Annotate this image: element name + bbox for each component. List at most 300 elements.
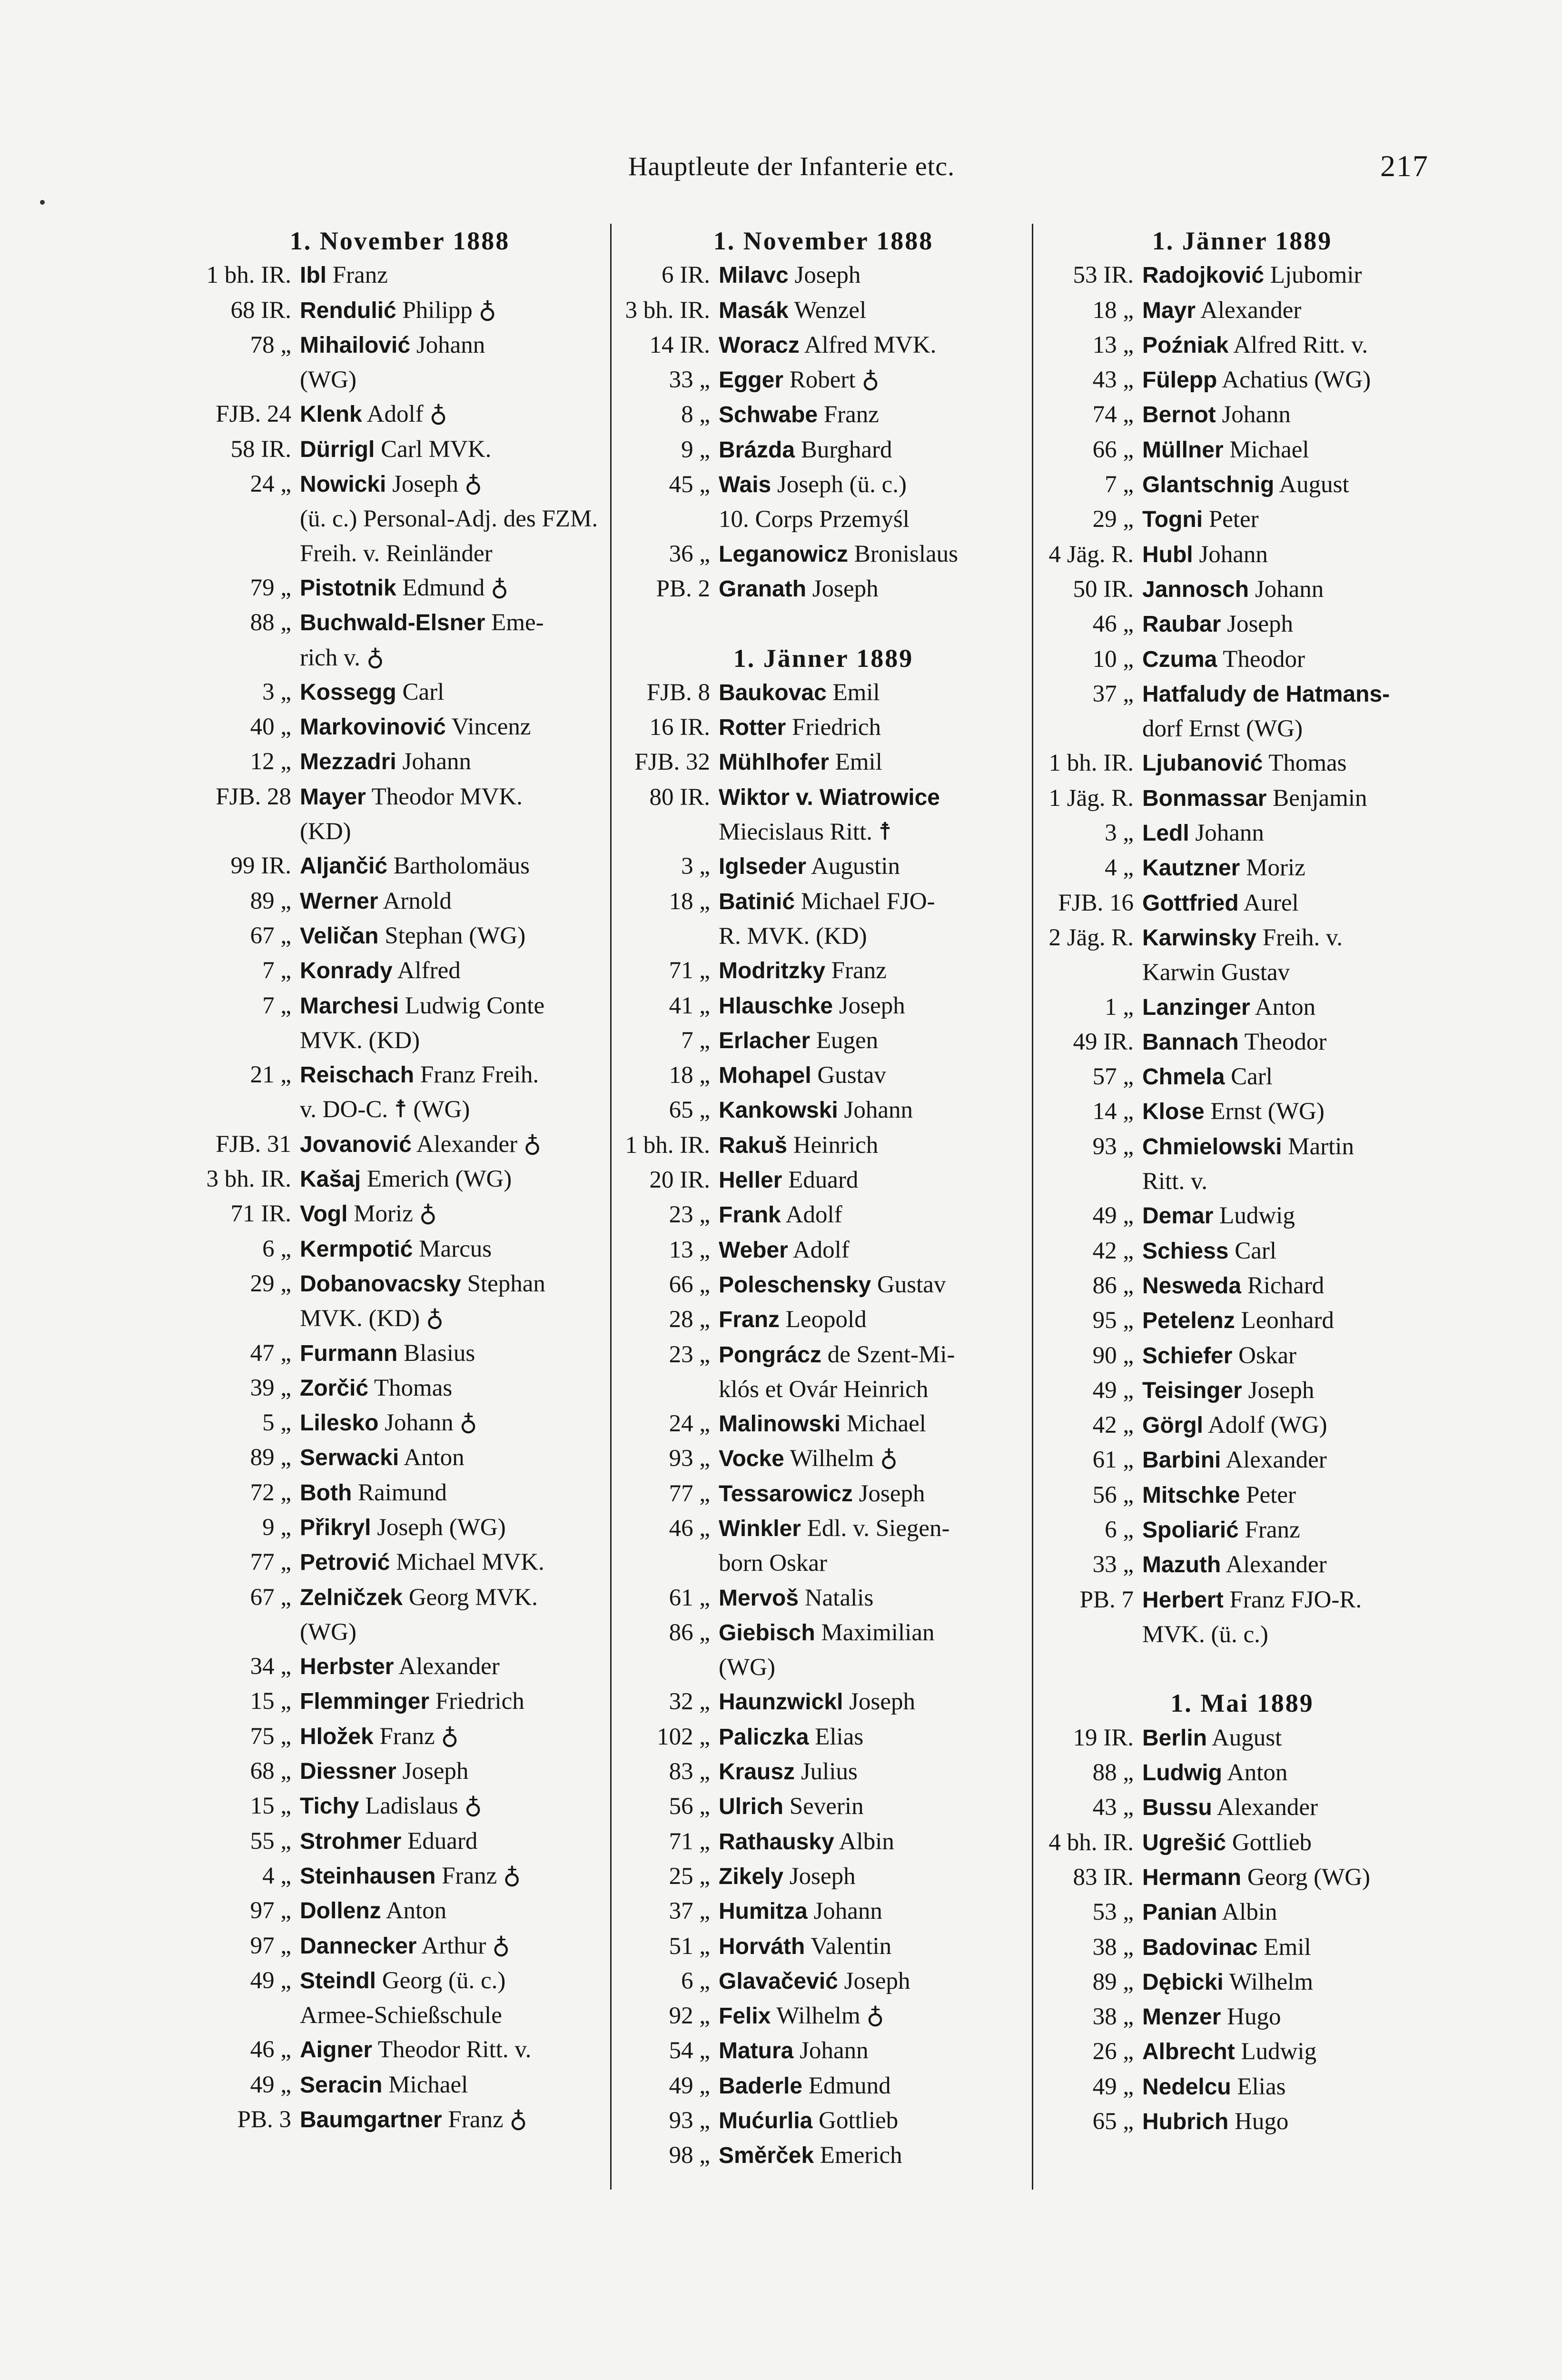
roster-entry — [1042, 293, 1442, 328]
entry-text — [300, 953, 600, 988]
surname: Konrady — [300, 958, 393, 984]
entry-text — [1142, 1303, 1442, 1338]
unit-number: 75 „ — [250, 1723, 291, 1750]
given-name: Alexander — [1226, 1447, 1327, 1474]
given-name: Joseph — [789, 1863, 856, 1890]
entry-text — [719, 1023, 1028, 1058]
roster-entry — [1042, 746, 1442, 781]
entry-text — [719, 258, 1028, 293]
given-name: Robert ♁ — [789, 367, 880, 394]
roster-entry — [200, 1649, 600, 1684]
given-name: Stephan — [467, 1270, 545, 1297]
surname: Erlacher — [719, 1028, 811, 1053]
entry-text — [300, 328, 600, 397]
roster-entry — [1042, 2104, 1442, 2139]
entry-text — [1142, 433, 1442, 467]
roster-entry — [200, 571, 600, 605]
entry-text — [719, 849, 1028, 884]
unit-number: 89 „ — [1092, 1968, 1134, 1995]
entry-text — [1142, 1825, 1442, 1860]
unit-number: 23 „ — [669, 1341, 710, 1368]
given-name: Maximilian — [821, 1619, 935, 1646]
entry-text — [300, 1406, 600, 1440]
unit-number: 15 „ — [250, 1688, 291, 1715]
surname: Zikely — [719, 1864, 784, 1889]
roster-entry — [1042, 1513, 1442, 1547]
entry-text — [1142, 746, 1442, 781]
entry-text — [719, 1511, 1028, 1581]
unit-number: 49 IR. — [1073, 1028, 1134, 1055]
unit-number: 29 „ — [1092, 506, 1134, 533]
surname: Berlin — [1142, 1725, 1207, 1751]
surname: Rakuš — [719, 1132, 788, 1158]
roster-entry — [200, 1336, 600, 1371]
unit-number: 45 „ — [669, 471, 710, 498]
given-name: Alexander — [1200, 297, 1302, 324]
given-name: Arthur ♁ — [421, 1932, 510, 1959]
surname: Reischach — [300, 1062, 415, 1088]
surname: Mervoš — [719, 1585, 799, 1611]
given-name: Johann — [416, 331, 485, 358]
given-name: Joseph — [794, 262, 861, 289]
given-name: Severin — [789, 1793, 864, 1820]
roster-entry — [200, 849, 600, 883]
roster-entry — [200, 1476, 600, 1510]
roster-entry — [619, 849, 1028, 884]
given-name: Alexander — [1216, 1794, 1318, 1821]
given-name: Alexander — [1226, 1551, 1327, 1578]
entry-text — [719, 710, 1028, 745]
surname: Dürrigl — [300, 436, 375, 462]
roster-entry — [200, 1964, 600, 2033]
entry-text — [300, 1197, 600, 1231]
roster-entry — [1042, 1860, 1442, 1895]
entry-text — [719, 1198, 1028, 1232]
surname: Hubl — [1142, 542, 1193, 567]
unit-number: PB. 3 — [237, 2106, 291, 2133]
entry-continuation: (WG) — [719, 1654, 775, 1681]
surname: Albrecht — [1142, 2039, 1235, 2065]
entry-text — [719, 1338, 1028, 1407]
roster-entry — [619, 1233, 1028, 1268]
unit-number: 49 „ — [1092, 1202, 1134, 1230]
surname: Egger — [719, 367, 784, 393]
given-name: Ernst (WG) — [1210, 1098, 1325, 1125]
entry-text — [300, 1440, 600, 1475]
surname: Fülepp — [1142, 367, 1217, 393]
unit-number: 71 „ — [669, 957, 710, 984]
given-name: Anton — [1226, 1759, 1288, 1786]
given-name: Joseph (ü. c.) — [777, 471, 907, 498]
roster-entry — [619, 1477, 1028, 1511]
given-name: Gottlieb — [1232, 1829, 1312, 1856]
given-name: Natalis — [804, 1584, 874, 1611]
unit-number: 24 „ — [250, 471, 291, 498]
entry-text — [719, 745, 1028, 780]
entry-text — [1142, 1443, 1442, 1478]
unit-number: 19 IR. — [1073, 1724, 1134, 1751]
unit-number: 65 „ — [1092, 2108, 1134, 2135]
entry-text — [300, 1476, 600, 1510]
given-name: Edmund — [808, 2072, 891, 2099]
roster-entry — [1042, 467, 1442, 502]
entry-text — [300, 571, 600, 605]
unit-number: 71 IR. — [230, 1200, 291, 1228]
given-name: Eduard — [407, 1827, 478, 1854]
entry-text — [719, 1128, 1028, 1163]
given-name: Franz ♁ — [379, 1723, 459, 1750]
entry-text — [300, 1929, 600, 1964]
surname: Herbster — [300, 1654, 394, 1680]
given-name: Emerich — [820, 2142, 902, 2169]
page-header — [0, 151, 1562, 194]
surname: Baumgartner — [300, 2107, 442, 2133]
unit-number: 79 „ — [250, 574, 291, 601]
unit-number: 29 „ — [250, 1270, 291, 1297]
given-name: Bronislaus — [854, 540, 958, 567]
unit-number: 53 „ — [1092, 1899, 1134, 1926]
unit-number: 24 „ — [669, 1410, 710, 1438]
surname: Seracin — [300, 2072, 383, 2098]
surname: Ludwig — [1142, 1760, 1222, 1786]
surname: Flemminger — [300, 1689, 430, 1715]
entry-text — [719, 1268, 1028, 1302]
surname: Schwabe — [719, 402, 818, 428]
column-3 — [1042, 224, 1442, 2190]
entry-text — [300, 1162, 600, 1197]
given-name: Theodor Ritt. v. — [377, 2036, 532, 2063]
given-name: Thomas — [374, 1374, 453, 1401]
roster-entry — [619, 710, 1028, 745]
given-name: Albin — [839, 1828, 894, 1855]
given-name: Hugo — [1227, 2003, 1281, 2031]
surname: Bonmassar — [1142, 785, 1267, 811]
entry-text — [1142, 2070, 1442, 2104]
unit-number: FJB. 31 — [216, 1130, 291, 1158]
surname: Nesweda — [1142, 1273, 1242, 1299]
unit-number: 38 „ — [1092, 2003, 1134, 2031]
entry-continuation: Ritt. v. — [1142, 1168, 1207, 1195]
given-name: Freih. v. — [1262, 924, 1343, 951]
roster-entry — [1042, 921, 1442, 990]
given-name: Eme- — [491, 609, 544, 636]
unit-number: 56 „ — [1092, 1481, 1134, 1508]
roster-entry — [619, 433, 1028, 467]
roster-entry — [1042, 990, 1442, 1025]
surname: Ljubanović — [1142, 751, 1263, 776]
roster-entry — [619, 1964, 1028, 1999]
surname: Marchesi — [300, 993, 399, 1019]
surname: Brázda — [719, 437, 795, 463]
entry-text — [300, 1789, 600, 1824]
roster-entry — [1042, 1025, 1442, 1060]
unit-number: 9 „ — [681, 436, 710, 463]
entry-text — [719, 433, 1028, 467]
unit-number: 93 „ — [669, 2107, 710, 2134]
unit-number: 7 „ — [681, 1027, 710, 1054]
roster-entry — [1042, 1408, 1442, 1443]
entry-text — [719, 1407, 1028, 1441]
surname: Batinić — [719, 889, 795, 914]
unit-number: FJB. 32 — [634, 749, 710, 776]
roster-entry — [200, 605, 600, 675]
roster-entry — [200, 1162, 600, 1197]
roster-entry — [200, 953, 600, 988]
given-name: August — [1211, 1724, 1282, 1751]
surname: Both — [300, 1480, 352, 1506]
unit-number: 18 „ — [669, 888, 710, 915]
entry-text — [300, 397, 600, 432]
roster-entry — [1042, 1547, 1442, 1582]
surname: Haunzwickl — [719, 1689, 843, 1715]
given-name: Oskar — [1238, 1342, 1296, 1369]
surname: Herbert — [1142, 1587, 1224, 1613]
unit-number: 55 „ — [250, 1827, 291, 1854]
surname: Görgl — [1142, 1413, 1203, 1438]
given-name: Carl — [1235, 1237, 1277, 1264]
given-name: Joseph ♁ — [392, 471, 482, 498]
entry-text — [1142, 258, 1442, 293]
column-2 — [619, 224, 1028, 2190]
surname: Panian — [1142, 1900, 1217, 1925]
unit-number: 41 „ — [669, 992, 710, 1019]
entry-text — [1142, 851, 1442, 885]
roster-entry — [1042, 2034, 1442, 2069]
roster-entry — [1042, 642, 1442, 677]
surname: Mayer — [300, 784, 366, 810]
surname: Mezzadri — [300, 749, 396, 775]
entry-text — [300, 1894, 600, 1928]
roster-entry — [200, 1719, 600, 1754]
entry-text — [300, 1545, 600, 1580]
unit-number: 13 „ — [1092, 331, 1134, 358]
roster-entry — [619, 1685, 1028, 1719]
roster-entry — [619, 1720, 1028, 1755]
surname: Baukovac — [719, 680, 827, 705]
entry-continuation: rich v. ♁ — [300, 644, 385, 671]
unit-number: 74 „ — [1092, 401, 1134, 428]
surname: Bannach — [1142, 1029, 1239, 1055]
entry-text — [1142, 886, 1442, 921]
given-name: Friedrich — [792, 714, 881, 741]
entry-continuation: Miecislaus Ritt. ☨ — [719, 819, 892, 846]
roster-entry — [200, 1406, 600, 1440]
roster-entry — [200, 397, 600, 432]
given-name: Adolf (WG) — [1207, 1412, 1327, 1439]
given-name: Franz Freih. — [420, 1061, 539, 1089]
roster-entry — [1042, 397, 1442, 432]
unit-number: 13 „ — [669, 1236, 710, 1263]
given-name: Joseph — [844, 1967, 910, 1994]
unit-number: 25 „ — [669, 1863, 710, 1890]
roster-entry — [1042, 816, 1442, 851]
given-name: Aurel — [1243, 889, 1299, 916]
entry-text — [1142, 1513, 1442, 1547]
surname: Strohmer — [300, 1828, 402, 1854]
given-name: Wilhelm ♁ — [790, 1445, 898, 1472]
given-name: Leopold — [785, 1306, 867, 1333]
roster-entry — [1042, 537, 1442, 572]
entry-text — [1142, 537, 1442, 572]
unit-number: 42 „ — [1092, 1237, 1134, 1264]
entry-continuation: MVK. (KD) ♁ — [300, 1305, 444, 1332]
surname: Petelenz — [1142, 1308, 1235, 1334]
entry-text — [1142, 816, 1442, 851]
roster-entry — [1042, 677, 1442, 746]
unit-number: FJB. 8 — [646, 679, 710, 706]
entry-continuation: (KD) — [300, 818, 351, 845]
roster-entry — [619, 745, 1028, 780]
entry-text — [300, 744, 600, 779]
entry-text — [300, 1267, 600, 1336]
unit-number: 93 „ — [1092, 1133, 1134, 1160]
surname: Steinhausen — [300, 1863, 436, 1889]
given-name: Franz FJO-R. — [1229, 1586, 1362, 1613]
unit-number: 32 „ — [669, 1688, 710, 1716]
given-name: Raimund — [358, 1479, 447, 1506]
surname: Veličan — [300, 923, 379, 949]
given-name: Joseph — [839, 992, 905, 1019]
entry-text — [719, 572, 1028, 606]
unit-number: 1 „ — [1105, 993, 1134, 1021]
entry-text — [300, 989, 600, 1058]
entry-text — [1142, 1234, 1442, 1269]
roster-entry — [619, 989, 1028, 1023]
surname: Vogl — [300, 1201, 348, 1227]
roster-entry — [619, 1093, 1028, 1128]
unit-number: 7 „ — [1105, 471, 1134, 498]
entry-text — [719, 1441, 1028, 1476]
unit-number: 43 „ — [1092, 367, 1134, 394]
roster-entry — [1042, 1583, 1442, 1652]
entry-text — [719, 2138, 1028, 2173]
entry-text — [1142, 1478, 1442, 1513]
given-name: Bartholomäus — [393, 853, 530, 880]
given-name: Emerich (WG) — [366, 1166, 512, 1193]
entry-text — [300, 849, 600, 883]
entry-text — [300, 1684, 600, 1719]
unit-number: 61 „ — [669, 1584, 710, 1611]
given-name: Franz — [823, 401, 879, 428]
unit-number: 46 „ — [669, 1515, 710, 1542]
unit-number: 58 IR. — [230, 436, 291, 463]
roster-entry — [619, 1198, 1028, 1232]
roster-entry — [619, 328, 1028, 363]
unit-number: 3 „ — [262, 678, 291, 705]
roster-entry — [619, 397, 1028, 432]
roster-entry — [1042, 1825, 1442, 1860]
roster-entry — [1042, 258, 1442, 293]
surname: Chmela — [1142, 1064, 1225, 1090]
entry-text — [719, 1302, 1028, 1337]
surname: Leganowicz — [719, 541, 849, 567]
given-name: Ljubomir — [1270, 262, 1362, 289]
given-name: Emil — [835, 749, 882, 776]
entry-text — [300, 1127, 600, 1162]
unit-number: 51 „ — [669, 1933, 710, 1960]
unit-number: 20 IR. — [649, 1167, 710, 1194]
entry-text — [1142, 1408, 1442, 1443]
surname: Milavc — [719, 263, 789, 288]
given-name: Adolf ♁ — [366, 401, 447, 428]
entry-continuation: Armee-Schießschule — [300, 2002, 502, 2029]
surname: Dobanovacsky — [300, 1271, 461, 1297]
given-name: Arnold — [383, 887, 452, 914]
entry-text — [1142, 1583, 1442, 1652]
given-name: Michael — [388, 2071, 468, 2098]
roster-entry — [200, 1545, 600, 1580]
section-heading: 1. Jänner 1889 — [733, 644, 914, 673]
entry-text — [1142, 2000, 1442, 2034]
given-name: Peter — [1246, 1481, 1296, 1508]
unit-number: 54 „ — [669, 2037, 710, 2064]
surname: Schiefer — [1142, 1343, 1233, 1368]
given-name: Burghard — [801, 436, 892, 463]
entry-text — [719, 328, 1028, 363]
entry-text — [719, 2033, 1028, 2068]
surname: Furmann — [300, 1340, 398, 1366]
entry-text — [719, 1825, 1028, 1859]
surname: Karwinsky — [1142, 925, 1257, 951]
roster-entry — [1042, 1965, 1442, 2000]
entry-continuation: (WG) — [300, 1618, 356, 1646]
roster-entry — [619, 2033, 1028, 2068]
entry-text — [300, 780, 600, 849]
surname: Kautzner — [1142, 855, 1240, 881]
roster-entry — [1042, 1373, 1442, 1408]
roster-entry — [200, 780, 600, 849]
unit-number: 92 „ — [669, 2003, 710, 2030]
given-name: Martin — [1288, 1133, 1354, 1160]
unit-number: 15 „ — [250, 1793, 291, 1820]
surname: Serwacki — [300, 1445, 399, 1471]
surname: Krausz — [719, 1759, 795, 1785]
unit-number: 14 „ — [1092, 1098, 1134, 1125]
roster-entry — [619, 1894, 1028, 1929]
unit-number: 43 „ — [1092, 1794, 1134, 1821]
roster-entry — [1042, 1895, 1442, 1930]
entry-text — [1142, 1199, 1442, 1233]
roster-entry — [1042, 851, 1442, 885]
unit-number: 3 bh. IR. — [625, 297, 710, 324]
entry-text — [719, 2069, 1028, 2103]
given-name: Johann — [402, 748, 471, 775]
surname: Vocke — [719, 1446, 784, 1472]
surname: Masák — [719, 298, 789, 323]
unit-number: 36 „ — [669, 540, 710, 567]
unit-number: 38 „ — [1092, 1934, 1134, 1961]
entry-text — [300, 1859, 600, 1894]
roster-entry — [200, 328, 600, 397]
entry-text — [1142, 642, 1442, 677]
unit-number: 53 IR. — [1073, 262, 1134, 289]
given-name: Philipp ♁ — [402, 297, 496, 324]
given-name: Wilhelm ♁ — [776, 2003, 884, 2030]
unit-number: 6 „ — [1105, 1516, 1134, 1543]
given-name: Adolf — [785, 1201, 842, 1229]
entry-continuation: MVK. (ü. c.) — [1142, 1621, 1268, 1648]
surname: Buchwald-Elsner — [300, 610, 485, 636]
unit-number: 37 „ — [669, 1898, 710, 1925]
unit-number: 37 „ — [1092, 680, 1134, 707]
entry-text — [1142, 1860, 1442, 1895]
given-name: Carl — [1231, 1063, 1273, 1091]
unit-number: 78 „ — [250, 331, 291, 358]
given-name: Johann — [1255, 575, 1324, 603]
unit-number: 5 „ — [262, 1409, 291, 1437]
given-name: Adolf — [792, 1236, 850, 1263]
roster-entry — [619, 1859, 1028, 1894]
